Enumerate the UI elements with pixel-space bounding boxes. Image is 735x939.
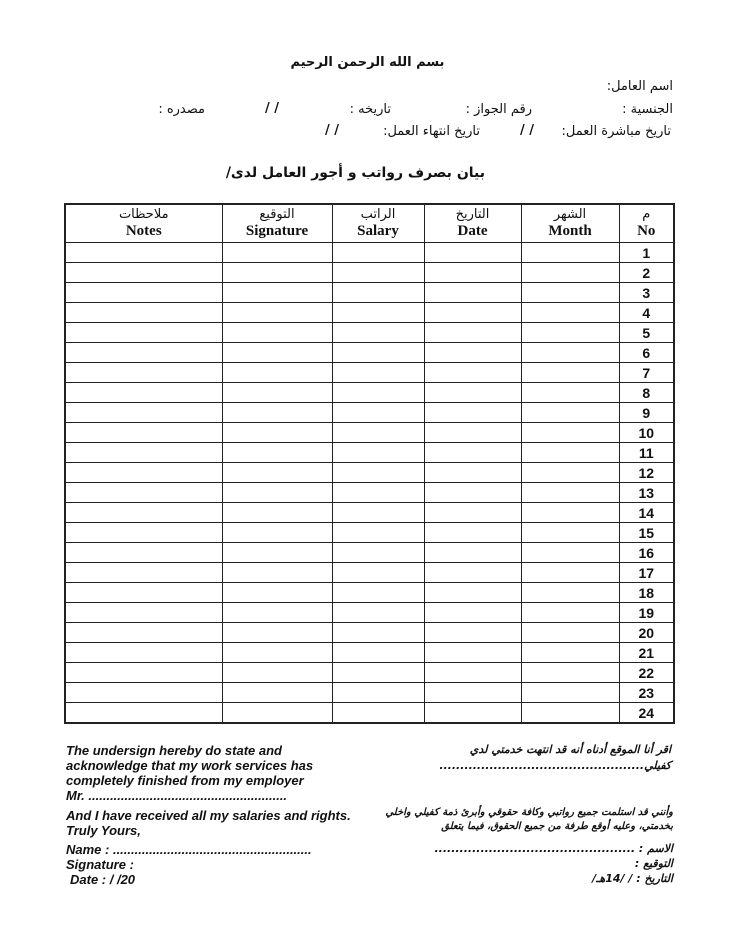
worker-name-label: اسم العامل: — [606, 79, 673, 94]
basmala: بسم الله الرحمن الرحيم — [290, 55, 445, 70]
date-cell[interactable] — [424, 343, 521, 363]
month-cell[interactable] — [521, 303, 619, 323]
notes-cell[interactable] — [65, 423, 222, 443]
issue-place-label: مصدره : — [158, 102, 205, 117]
table-row — [65, 703, 674, 724]
notes-cell[interactable] — [65, 263, 222, 283]
en-statement-line-1: The undersign hereby do state and — [66, 743, 282, 758]
table-row — [65, 523, 674, 543]
month-cell[interactable] — [521, 683, 619, 703]
nationality-label: الجنسية : — [622, 102, 673, 117]
month-cell[interactable] — [521, 503, 619, 523]
row-number: 1 — [619, 243, 674, 263]
table-row — [65, 643, 674, 663]
signature-cell[interactable] — [222, 663, 332, 683]
table-header-row — [65, 204, 674, 243]
month-cell[interactable] — [521, 643, 619, 663]
signature-cell[interactable] — [222, 463, 332, 483]
notes-cell[interactable] — [65, 383, 222, 403]
en-received-line: And I have received all my salaries and rights. — [66, 808, 351, 823]
form-title: بيان بصرف رواتب و أجور العامل لدى/ — [225, 165, 485, 181]
table-row — [65, 663, 674, 683]
date-cell[interactable] — [424, 703, 521, 724]
row-number: 2 — [619, 263, 674, 283]
notes-cell[interactable] — [65, 583, 222, 603]
row-number: 10 — [619, 423, 674, 443]
row-number: 22 — [619, 663, 674, 683]
date-cell[interactable] — [424, 263, 521, 283]
row-number: 16 — [619, 543, 674, 563]
salary-cell[interactable] — [332, 623, 424, 643]
salary-cell[interactable] — [332, 263, 424, 283]
signature-cell[interactable] — [222, 383, 332, 403]
signature-cell[interactable] — [222, 243, 332, 263]
date-cell[interactable] — [424, 663, 521, 683]
passport-date-label: تاريخه : — [349, 102, 391, 117]
signature-cell[interactable] — [222, 563, 332, 583]
signature-cell[interactable] — [222, 343, 332, 363]
month-cell[interactable] — [521, 703, 619, 724]
row-number: 4 — [619, 303, 674, 323]
month-cell[interactable] — [521, 603, 619, 623]
salary-cell[interactable] — [332, 703, 424, 724]
date-cell[interactable] — [424, 483, 521, 503]
date-cell[interactable] — [424, 283, 521, 303]
en-signature-field: Signature : — [66, 857, 134, 872]
notes-cell[interactable] — [65, 483, 222, 503]
en-statement-line-3: completely finished from my employer — [66, 773, 304, 788]
notes-cell[interactable] — [65, 703, 222, 724]
table-row — [65, 503, 674, 523]
col-notes-header: ملاحظات Notes — [65, 204, 222, 243]
notes-cell[interactable] — [65, 663, 222, 683]
month-cell[interactable] — [521, 463, 619, 483]
start-date-slashes: / / — [520, 123, 535, 138]
notes-cell[interactable] — [65, 623, 222, 643]
table-row — [65, 363, 674, 383]
row-number: 7 — [619, 363, 674, 383]
signature-cell[interactable] — [222, 503, 332, 523]
row-number: 23 — [619, 683, 674, 703]
table-row — [65, 263, 674, 283]
month-cell[interactable] — [521, 623, 619, 643]
salary-cell[interactable] — [332, 323, 424, 343]
table-row — [65, 483, 674, 503]
date-cell[interactable] — [424, 243, 521, 263]
ar-received-line-2: بخدمتي، وعليه أوقع طرفة من جميع الحقوق، فيما يتعلق — [441, 821, 673, 832]
salary-cell[interactable] — [332, 543, 424, 563]
month-cell[interactable] — [521, 363, 619, 383]
table-row — [65, 283, 674, 303]
salary-table — [64, 203, 675, 724]
notes-cell[interactable] — [65, 403, 222, 423]
row-number: 17 — [619, 563, 674, 583]
salary-cell[interactable] — [332, 663, 424, 683]
date-cell[interactable] — [424, 683, 521, 703]
month-cell[interactable] — [521, 283, 619, 303]
ar-date-field: التاريخ : / /14هـ/ — [592, 872, 673, 885]
signature-cell[interactable] — [222, 403, 332, 423]
row-number: 3 — [619, 283, 674, 303]
salary-cell[interactable] — [332, 563, 424, 583]
month-cell[interactable] — [521, 543, 619, 563]
col-signature-header: التوقيع Signature — [222, 204, 332, 243]
date-cell[interactable] — [424, 643, 521, 663]
notes-cell[interactable] — [65, 343, 222, 363]
row-number: 13 — [619, 483, 674, 503]
month-cell[interactable] — [521, 583, 619, 603]
date-cell[interactable] — [424, 403, 521, 423]
salary-cell[interactable] — [332, 503, 424, 523]
signature-cell[interactable] — [222, 603, 332, 623]
salary-cell[interactable] — [332, 243, 424, 263]
signature-cell[interactable] — [222, 543, 332, 563]
end-date-label: تاريخ انتهاء العمل: — [383, 124, 480, 139]
salary-cell[interactable] — [332, 603, 424, 623]
month-cell[interactable] — [521, 323, 619, 343]
table-row — [65, 463, 674, 483]
notes-cell[interactable] — [65, 463, 222, 483]
signature-cell[interactable] — [222, 583, 332, 603]
salary-cell[interactable] — [332, 363, 424, 383]
notes-cell[interactable] — [65, 323, 222, 343]
row-number: 20 — [619, 623, 674, 643]
signature-cell[interactable] — [222, 643, 332, 663]
ar-statement-line-2: كفيلي................................................. — [439, 759, 671, 772]
table-row — [65, 563, 674, 583]
table-row — [65, 343, 674, 363]
row-number: 15 — [619, 523, 674, 543]
date-cell[interactable] — [424, 303, 521, 323]
salary-cell[interactable] — [332, 383, 424, 403]
row-number: 6 — [619, 343, 674, 363]
month-cell[interactable] — [521, 443, 619, 463]
table-row — [65, 323, 674, 343]
signature-cell[interactable] — [222, 443, 332, 463]
date-cell[interactable] — [424, 603, 521, 623]
month-cell[interactable] — [521, 483, 619, 503]
col-month-header: الشهر Month — [521, 204, 619, 243]
date-cell[interactable] — [424, 623, 521, 643]
month-cell[interactable] — [521, 263, 619, 283]
salary-cell[interactable] — [332, 423, 424, 443]
row-number: 21 — [619, 643, 674, 663]
row-number: 5 — [619, 323, 674, 343]
en-truly-yours: Truly Yours, — [66, 823, 141, 838]
date-cell[interactable] — [424, 363, 521, 383]
en-employer-line: Mr. ....................................................... — [66, 788, 288, 803]
salary-cell[interactable] — [332, 303, 424, 323]
notes-cell[interactable] — [65, 243, 222, 263]
salary-cell[interactable] — [332, 463, 424, 483]
en-name-field: Name : ....................................................... — [66, 842, 312, 857]
signature-cell[interactable] — [222, 263, 332, 283]
date-cell[interactable] — [424, 503, 521, 523]
salary-cell[interactable] — [332, 643, 424, 663]
ar-name-field: الاسم : ................................................ — [434, 842, 673, 855]
salary-cell[interactable] — [332, 403, 424, 423]
month-cell[interactable] — [521, 523, 619, 543]
table-row — [65, 383, 674, 403]
month-cell[interactable] — [521, 563, 619, 583]
month-cell[interactable] — [521, 343, 619, 363]
month-cell[interactable] — [521, 663, 619, 683]
month-cell[interactable] — [521, 243, 619, 263]
notes-cell[interactable] — [65, 283, 222, 303]
date-cell[interactable] — [424, 323, 521, 343]
notes-cell[interactable] — [65, 683, 222, 703]
table-row — [65, 403, 674, 423]
ar-received-line-1: وأنني قد استلمت جميع رواتبي وكافة حقوقي وأبرئ ذمة كفيلي واخلي — [385, 807, 673, 818]
row-number: 14 — [619, 503, 674, 523]
salary-cell[interactable] — [332, 343, 424, 363]
notes-cell[interactable] — [65, 523, 222, 543]
notes-cell[interactable] — [65, 563, 222, 583]
row-number: 12 — [619, 463, 674, 483]
passport-label: رقم الجواز : — [465, 102, 532, 117]
salary-cell[interactable] — [332, 483, 424, 503]
row-number: 19 — [619, 603, 674, 623]
month-cell[interactable] — [521, 383, 619, 403]
row-number: 18 — [619, 583, 674, 603]
row-number: 8 — [619, 383, 674, 403]
row-number: 24 — [619, 703, 674, 724]
notes-cell[interactable] — [65, 643, 222, 663]
date-cell[interactable] — [424, 423, 521, 443]
signature-cell[interactable] — [222, 703, 332, 724]
col-date-header: التاريخ Date — [424, 204, 521, 243]
date-cell[interactable] — [424, 383, 521, 403]
notes-cell[interactable] — [65, 503, 222, 523]
ar-statement-line-1: اقر أنا الموقع أدناه أنه قد انتهت خدمتي لدي — [469, 743, 671, 756]
en-date-field: Date : / /20 — [70, 872, 136, 887]
date-cell[interactable] — [424, 463, 521, 483]
signature-cell[interactable] — [222, 283, 332, 303]
table-row — [65, 623, 674, 643]
col-salary-header: الراتب Salary — [332, 204, 424, 243]
table-row — [65, 423, 674, 443]
table-row — [65, 443, 674, 463]
notes-cell[interactable] — [65, 363, 222, 383]
signature-cell[interactable] — [222, 623, 332, 643]
end-date-slashes: / / — [325, 123, 340, 138]
notes-cell[interactable] — [65, 603, 222, 623]
start-date-label: تاريخ مباشرة العمل: — [561, 124, 671, 139]
salary-cell[interactable] — [332, 683, 424, 703]
salary-cell[interactable] — [332, 443, 424, 463]
date-cell[interactable] — [424, 543, 521, 563]
signature-cell[interactable] — [222, 523, 332, 543]
notes-cell[interactable] — [65, 543, 222, 563]
row-number: 9 — [619, 403, 674, 423]
ar-signature-field: التوقيع : — [634, 857, 673, 870]
month-cell[interactable] — [521, 403, 619, 423]
salary-cell[interactable] — [332, 523, 424, 543]
signature-cell[interactable] — [222, 303, 332, 323]
signature-cell[interactable] — [222, 483, 332, 503]
date-cell[interactable] — [424, 523, 521, 543]
salary-cell[interactable] — [332, 583, 424, 603]
table-row — [65, 683, 674, 703]
signature-cell[interactable] — [222, 423, 332, 443]
table-row — [65, 303, 674, 323]
notes-cell[interactable] — [65, 443, 222, 463]
table-row — [65, 243, 674, 263]
signature-cell[interactable] — [222, 363, 332, 383]
table-row — [65, 603, 674, 623]
signature-cell[interactable] — [222, 323, 332, 343]
salary-cell[interactable] — [332, 283, 424, 303]
passport-date-slashes: / / — [265, 101, 280, 116]
notes-cell[interactable] — [65, 303, 222, 323]
signature-cell[interactable] — [222, 683, 332, 703]
month-cell[interactable] — [521, 423, 619, 443]
row-number: 11 — [619, 443, 674, 463]
col-no-header: م No — [619, 204, 674, 243]
table-row — [65, 583, 674, 603]
date-cell[interactable] — [424, 583, 521, 603]
table-row — [65, 543, 674, 563]
date-cell[interactable] — [424, 563, 521, 583]
date-cell[interactable] — [424, 443, 521, 463]
en-statement-line-2: acknowledge that my work services has — [66, 758, 314, 773]
